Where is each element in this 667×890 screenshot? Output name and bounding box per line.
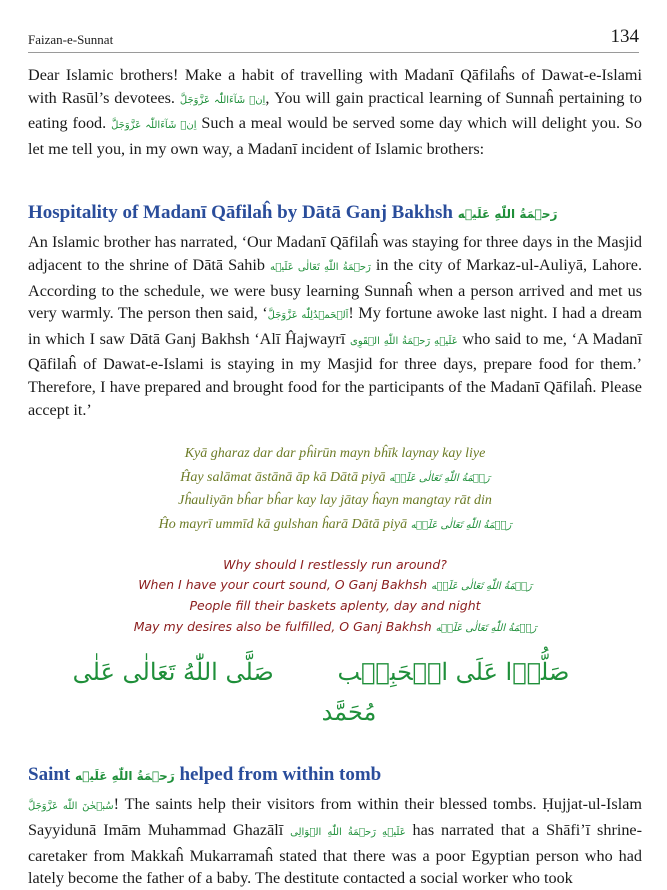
intro-text-1: Dear Islamic brothers! Make a habit of travelling with Madanī Qāfilaĥs of Dawat-e-Islami with Rasūl’s devotees. [28, 66, 642, 107]
intro-paragraph [28, 64, 642, 160]
heading-text: helped from within tomb [174, 764, 382, 786]
poem-line [28, 443, 642, 467]
page-number: 134 [610, 26, 639, 47]
poem-translation [28, 556, 642, 639]
poem-line-text: When I have your court sound, O Ganj Bakhsh [138, 577, 432, 593]
poem-line-text: Kyā gharaz dar dar pĥirūn mayn bĥīk laynay kay liye [184, 446, 486, 462]
arabic-phrase: رَحۡمَةُ اللّٰهِ عَلَيۡه [457, 207, 558, 222]
salawat-line [28, 652, 642, 732]
poem-line-text: May my desires also be fulfilled, O Ganj Bakhsh [133, 618, 436, 634]
poem-line [28, 597, 642, 618]
arabic-phrase: رَحۡمَةُ اللّٰهِ تَعَالٰی عَلَيۡه [431, 581, 532, 593]
arabic-phrase: رَحۡمَةُ اللّٰهِ تَعَالٰی عَلَيۡه [270, 261, 371, 273]
arabic-phrase: رَحۡمَةُ اللّٰهِ تَعَالٰی عَلَيۡه [435, 622, 537, 634]
poem-line [28, 514, 642, 538]
arabic-phrase: عَلَيۡهِ رَحۡمَةُ اللّٰهِ الۡوَالِی [290, 826, 406, 838]
saint-text-1: ! The saints help their visitors from within their blessed tombs. Ḥujjat-ul-Islam Sayyidunā Imām Muhammad Ghazālī [28, 795, 642, 839]
poem-line [28, 490, 642, 514]
section-heading-hospitality [28, 200, 642, 227]
arabic-phrase: اِنۡ شَآءَاللّٰہ عَزَّوَجَلَّ [179, 94, 266, 106]
poem-line-text: Why should I restlessly run around? [223, 556, 447, 572]
poem-transliteration [28, 443, 642, 537]
poem-line [28, 467, 642, 491]
saint-text-2: has narrated that a Shāfi’ī shrine-caretaker from Makkaĥ Mukarramaĥ stated that there was a poor Egyptian person who had lately become the father of a baby. The destitute contacted a social worker who took [28, 820, 643, 888]
intro-text-3: Such a meal would be served some day which will delight you. So let me tell you, in my own way, a Madanī incident of Islamic brothers: [28, 114, 642, 158]
poem-line [28, 618, 642, 639]
section-heading-saint [28, 762, 642, 789]
poem-line-text: Ĥo mayrī ummīd kā gulshan ĥarā Dātā piyā [158, 516, 411, 532]
heading-text: Hospitality of Madanī Qāfilaĥ by Dātā Ganj Bakhsh [28, 202, 458, 224]
poem-line-text: Jĥauliyān bĥar bĥar kay lay jātay ĥayn mangtay rāt din [178, 493, 492, 509]
poem-line [28, 556, 642, 577]
narration-paragraph [28, 231, 642, 421]
book-title: Faizan-e-Sunnat [28, 32, 114, 47]
arabic-phrase: رَحۡمَةُ اللّٰهِ تَعَالٰی عَلَيۡه [389, 472, 490, 484]
arabic-phrase: سُبۡحٰنَ اللّٰه عَزَّوَجَلَّ [28, 801, 114, 813]
poem-line [28, 576, 642, 597]
narration-text-4: who said to me, ‘A Madanī Qāfilaĥ of Dawat-e-Islami is staying in my Masjid for three days, prepare food for them.’ Therefore, I have prepared and brought food for the participants of the Madanī Qāfilaĥ. Please accept it.’ [28, 329, 642, 419]
narration-text-2: in the city of Markaz-ul-Auliyā, Lahore. According to the schedule, we were busy learning Sunnaĥ when a person arrived and met us very warmly. The person then said, ‘ [28, 255, 643, 323]
poem-line-text: Ĥay salāmat āstānā āp kā Dātā piyā [180, 469, 390, 485]
narration-text-3: ! My fortune awoke last night. I had a dream in which I saw Dātā Ganj Bakhsh ‘Alī Ĥajwayrī [28, 304, 643, 348]
intro-text-2: , You will gain practical learning of Sunnaĥ pertaining to eating food. [28, 88, 642, 133]
salawat-left: صَلَّی اللّٰهُ تَعَالٰی عَلٰی مُحَمَّد [72, 658, 377, 727]
narration-text-1: An Islamic brother has narrated, ‘Our Madanī Qāfilaĥ was staying for three days in the Masjid adjacent to the shrine of Dātā Sahib [28, 233, 642, 274]
arabic-phrase: اَلۡحَمۡدُلِلّٰه عَزَّوَجَلَّ [267, 310, 349, 322]
heading-text: Saint [28, 764, 75, 786]
arabic-phrase: عَلَيۡهِ رَحۡمَةُ اللّٰهِ الۡقَوِی [350, 335, 458, 347]
arabic-phrase: اِنۡ شَآءَاللّٰہ عَزَّوَجَلَّ [111, 120, 197, 132]
salawat-right: صَلُّوۡا عَلَی الۡحَبِيۡب [337, 658, 570, 687]
page-header [28, 26, 639, 53]
page-content [28, 64, 642, 890]
poem-line-text: People fill their baskets aplenty, day and night [189, 597, 481, 613]
arabic-phrase: رَحۡمَةُ اللّٰهِ تَعَالٰی عَلَيۡه [410, 519, 512, 531]
saint-paragraph [28, 793, 642, 889]
arabic-phrase: رَحۡمَةُ اللّٰهِ عَلَيۡه [75, 769, 175, 784]
